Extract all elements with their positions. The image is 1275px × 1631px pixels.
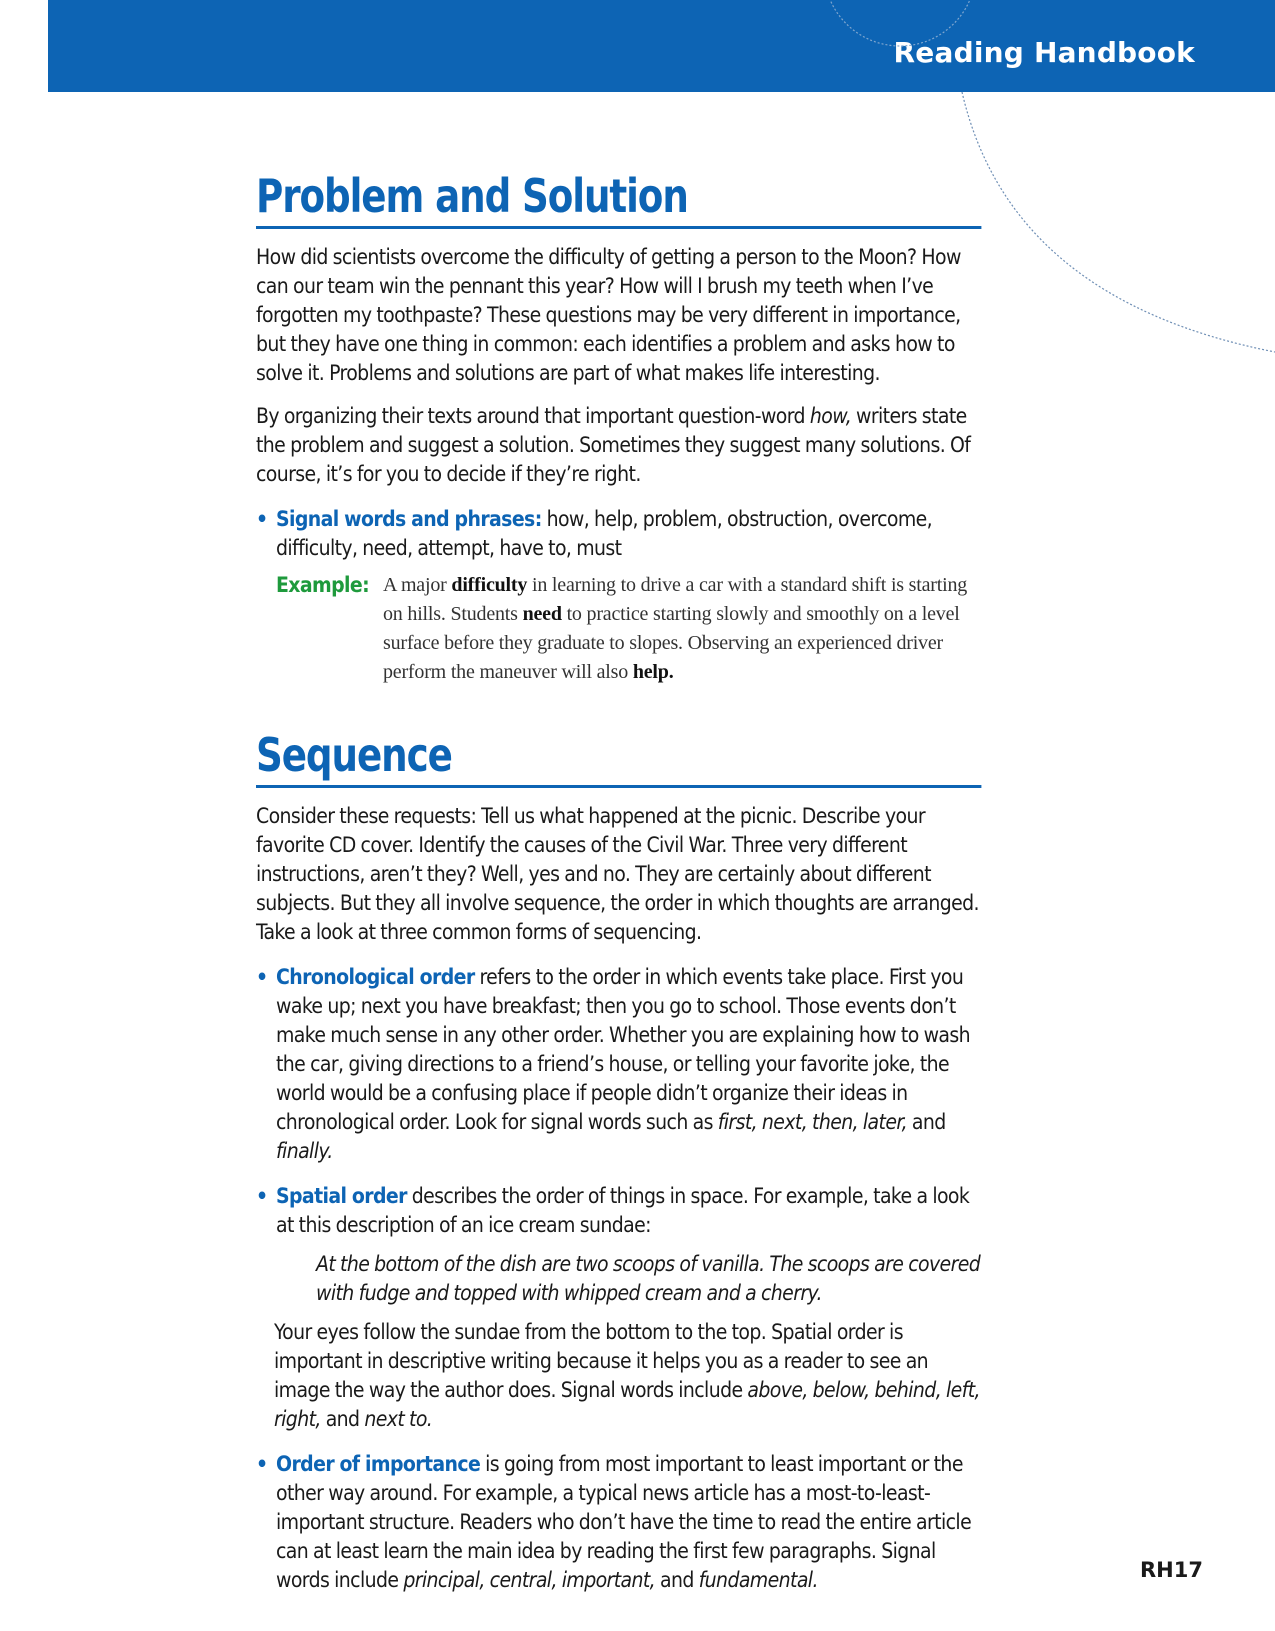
sequence-intro-paragraph: Consider these requests: Tell us what happened at the picnic. Describe your favorite CD cover. Identify the causes of the Civil War. Three very different instructions, aren’t they? Well, yes and no. They are certainly about different subjects. But they all involve sequence, the order in which thoughts are arranged. Take a look at three common forms of sequencing. — [256, 804, 979, 944]
header-band — [48, 0, 1275, 92]
sundae-quote: At the bottom of the dish are two scoops of vanilla. The scoops are covered with fudge and topped with whipped cream and a cherry. — [316, 1252, 981, 1305]
chronological-order-term: Chronological order — [276, 965, 475, 989]
spatial-order-item: • Spatial order describes the order of things in space. For example, take a look at this description of an ice cream sundae: — [256, 1184, 970, 1237]
bullet-icon: • — [256, 1184, 268, 1208]
example-block: Example: A major difficulty in learning to drive a car with a standard shift is starting on hills. Students need to practice starting slowly and smoothly on a level surface before they graduate to slopes. Observing an experienced driver perform the maneuver will also help. — [276, 573, 968, 683]
signal-words-term: Signal words and phrases: — [276, 507, 542, 531]
page-number: RH17 — [1140, 1558, 1203, 1582]
example-label: Example: — [276, 573, 370, 597]
problem-solution-heading: Problem and Solution — [256, 168, 981, 229]
spatial-order-term: Spatial order — [276, 1184, 407, 1208]
order-of-importance-item: • Order of importance is going from most important to least important or the other way around. For example, a typical news article has a most-to-least-important structure. Readers who don’t have the time to read the entire article can at least learn the main idea by reading the first few paragraphs. Signal words include principal, central, important, and fundamental. — [256, 1452, 972, 1592]
bullet-icon: • — [256, 965, 268, 989]
spatial-explanation: Your eyes follow the sundae from the bottom to the top. Spatial order is important in descriptive writing because it helps you as a reader to see an image the way the author does. Signal words include above, below, behind, left, right, and next to. — [274, 1320, 980, 1431]
bullet-icon: • — [256, 507, 268, 531]
order-of-importance-term: Order of importance — [276, 1452, 481, 1476]
header-title: Reading Handbook — [893, 36, 1195, 69]
problem-how-paragraph: By organizing their texts around that important question-word how, writers state the problem and suggest a solution. Sometimes they suggest many solutions. Of course, it’s for you to decide if they’re right. — [256, 404, 971, 486]
sequence-heading: Sequence — [256, 727, 981, 788]
signal-words-item: • Signal words and phrases: how, help, problem, obstruction, overcome, difficulty, need, attempt, have to, must — [256, 507, 933, 560]
bullet-icon: • — [256, 1452, 268, 1476]
problem-intro-paragraph: How did scientists overcome the difficulty of getting a person to the Moon? How can our team win the pennant this year? How will I brush my teeth when I’ve forgotten my toothpaste? These questions may be very different in importance, but they have one thing in common: each identifies a problem and asks how to solve it. Problems and solutions are part of what makes life interesting. — [256, 245, 961, 385]
page-content — [256, 168, 982, 1595]
chronological-order-item: • Chronological order refers to the order in which events take place. First you wake up; next you have breakfast; then you go to school. Those events don’t make much sense in any other order. Whether you are explaining how to wash the car, giving directions to a friend’s house, or telling your favorite joke, the world would be a confusing place if people didn’t organize their ideas in chronological order. Look for signal words such as first, next, then, later, and finally. — [256, 965, 971, 1163]
